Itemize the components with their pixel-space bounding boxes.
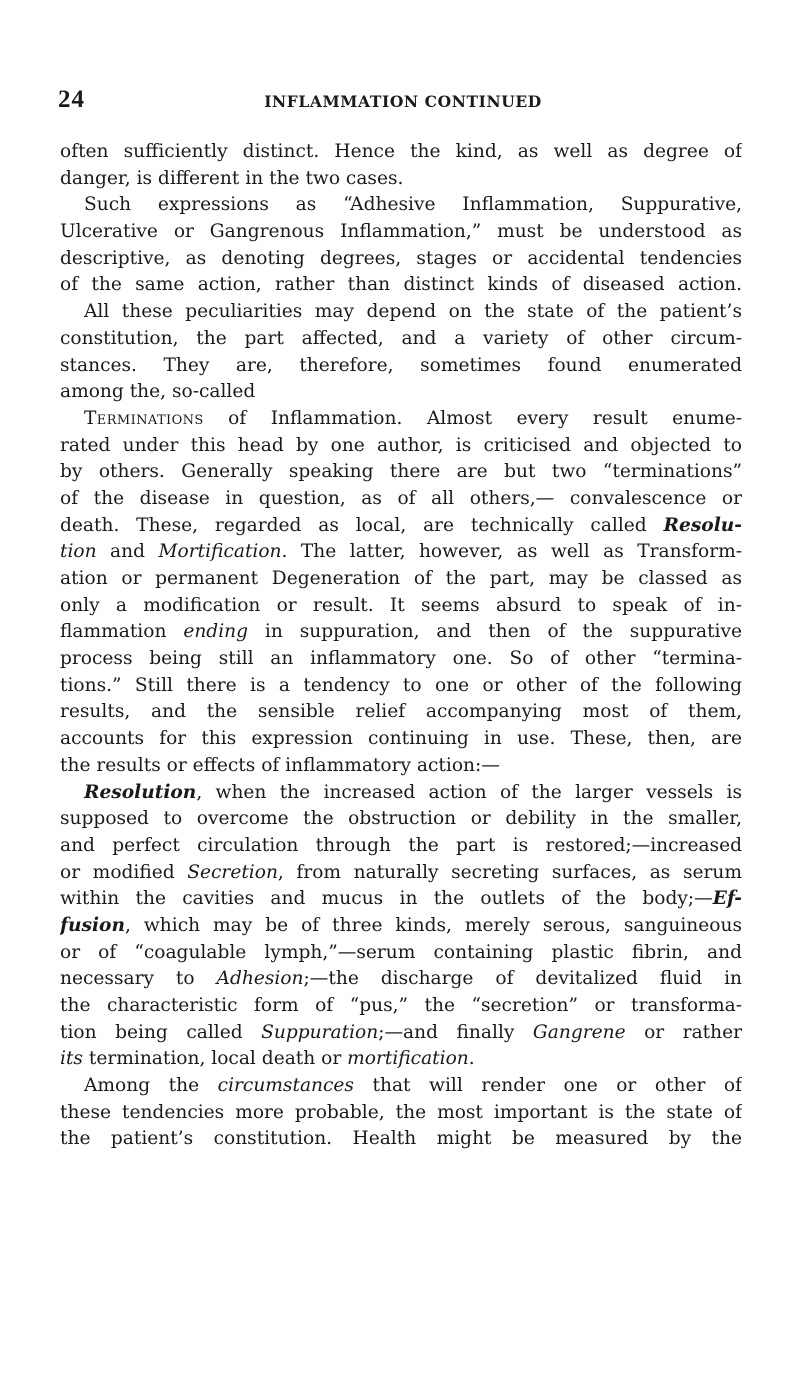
text-line: Terminations of Inflammation. Almost every result enume- bbox=[84, 407, 742, 429]
text-line: Resolution, when the increased action of the larger vessels is bbox=[84, 781, 742, 803]
text-line: of the disease in question, as of all others,— convalescence or bbox=[60, 487, 742, 509]
text-line: tions.” Still there is a tendency to one or other of the following bbox=[60, 674, 742, 696]
page-header bbox=[58, 86, 748, 116]
text-line: of the same action, rather than distinct kinds of diseased action. bbox=[60, 274, 742, 296]
text-line: process being still an inflammatory one. So of other “termina- bbox=[60, 648, 742, 670]
text-line: Such expressions as “Adhesive Inflammation, Suppurative, bbox=[84, 194, 742, 216]
text-line: results, and the sensible relief accompanying most of them, bbox=[60, 701, 742, 723]
text-line: death. These, regarded as local, are technically called Resolu- bbox=[60, 514, 742, 536]
text-line: stances. They are, therefore, sometimes found enumerated bbox=[60, 354, 742, 376]
text-line: among the, so-called bbox=[60, 381, 256, 403]
text-line: its termination, local death or mortification. bbox=[60, 1048, 475, 1070]
text-line: fusion, which may be of three kinds, merely serous, sanguineous bbox=[60, 914, 742, 936]
text-line: descriptive, as denoting degrees, stages or accidental tendencies bbox=[60, 247, 742, 269]
text-line: by others. Generally speaking there are but two “terminations” bbox=[60, 461, 742, 483]
text-line: or of “coagulable lymph,”—serum containing plastic fibrin, and bbox=[60, 941, 742, 963]
text-line: necessary to Adhesion;—the discharge of devitalized fluid in bbox=[60, 968, 742, 990]
text-line: and perfect circulation through the part is restored;—increased bbox=[60, 834, 742, 856]
text-line: accounts for this expression continuing in use. These, then, are bbox=[60, 728, 742, 750]
text-line: within the cavities and mucus in the outlets of the body;—Ef- bbox=[60, 888, 742, 910]
text-line: or modified Secretion, from naturally secreting surfaces, as serum bbox=[60, 861, 742, 883]
text-line: these tendencies more probable, the most important is the state of bbox=[60, 1101, 742, 1123]
text-line: the results or effects of inflammatory action:— bbox=[60, 754, 500, 776]
page-number: 24 bbox=[58, 86, 85, 113]
text-line: constitution, the part affected, and a variety of other circum- bbox=[60, 327, 742, 349]
text-line: the patient’s constitution. Health might be measured by the bbox=[60, 1128, 742, 1150]
text-line: only a modification or result. It seems absurd to speak of in- bbox=[60, 594, 742, 616]
body-text bbox=[60, 139, 742, 1153]
text-line: ation or permanent Degeneration of the part, may be classed as bbox=[60, 568, 742, 589]
text-line: often sufficiently distinct. Hence the kind, as well as degree of bbox=[60, 141, 742, 162]
text-line: tion and Mortification. The latter, however, as well as Transform- bbox=[60, 541, 742, 563]
running-title: INFLAMMATION CONTINUED bbox=[264, 92, 542, 111]
text-line: supposed to overcome the obstruction or debility in the smaller, bbox=[60, 808, 742, 830]
text-line: danger, is different in the two cases. bbox=[60, 167, 404, 189]
text-line: tion being called Suppuration;—and finally Gangrene or rather bbox=[60, 1021, 742, 1043]
text-line: flammation ending in suppuration, and then of the suppurative bbox=[60, 621, 742, 643]
text-line: Among the circumstances that will render one or other of bbox=[84, 1075, 742, 1097]
text-line: the characteristic form of “pus,” the “secretion” or transforma- bbox=[60, 995, 742, 1016]
text-line: All these peculiarities may depend on the state of the patient’s bbox=[84, 301, 742, 323]
text-line: rated under this head by one author, is criticised and objected to bbox=[60, 434, 742, 456]
text-line: Ulcerative or Gangrenous Inflammation,” must be understood as bbox=[60, 221, 742, 243]
